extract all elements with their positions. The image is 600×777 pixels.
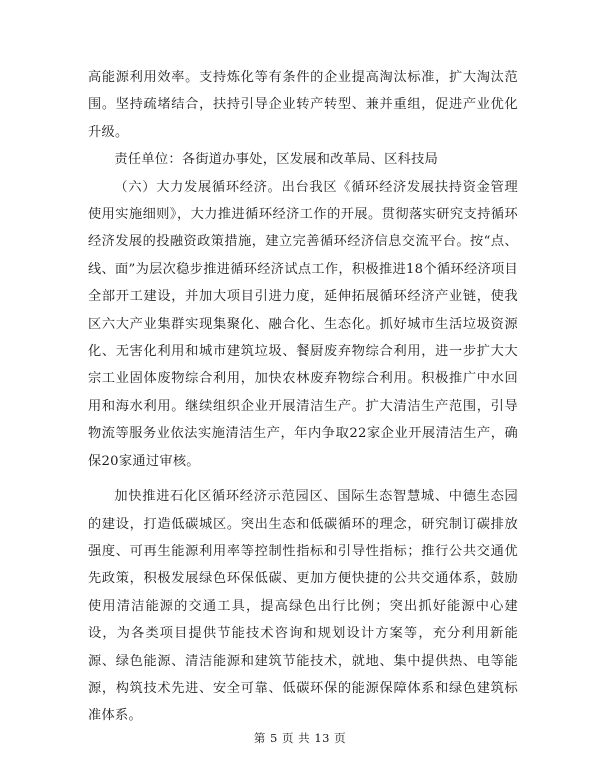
document-body [88, 64, 518, 730]
page-number-footer: 第 5 页 共 13 页 [253, 731, 347, 745]
paragraph-circular-economy: （六）大力发展循环经济。出台我区《循环经济发展扶持资金管理使用实施细则》，大力推进循环经济工作的开展。贯彻落实研究支持循环经济发展的投融资政策措施，建立完善循环经济信息交流平台。按“点、线、面”为层次稳步推进循环经济试点工作，积极推进18个循环经济项目全部开工建设，并加大项目引进力度，延伸拓展循环经济产业链，使我区六大产业集群实现集聚化、融合化、生态化。抓好城市生活垃圾资源化、无害化利用和城市建筑垃圾、餐厨废弃物综合利用，进一步扩大大宗工业固体废物综合利用，加快农林废弃物综合利用。积极推广中水回用和海水利用。继续组织企业开展清洁生产。扩大清洁生产范围，引导物流等服务业依法实施清洁生产，年内争取22家企业开展清洁生产，确保20家通过审核。 [88, 179, 518, 469]
paragraph-continuation: 高能源利用效率。支持炼化等有条件的企业提高淘汰标准，扩大淘汰范围。坚持疏堵结合，扶持引导企业转产转型、兼并重组，促进产业优化升级。 [88, 70, 518, 140]
paragraph-responsible-units: 责任单位：各街道办事处，区发展和改革局、区科技局 [114, 152, 439, 168]
paragraph-low-carbon: 加快推进石化区循环经济示范园区、国际生态智慧城、中德生态园的建设，打造低碳城区。突出生态和低碳循环的理念，研究制订碳排放强度、可再生能源利用率等控制性指标和引导性指标；推行公共交通优先政策，积极发展绿色环保低碳、更加方便快捷的公共交通体系，鼓励使用清洁能源的交通工具，提高绿色出行比例；突出抓好能源中心建设，为各类项目提供节能技术咨询和规划设计方案等，充分利用新能源、绿色能源、清洁能源和建筑节能技术，就地、集中提供热、电等能源，构筑技术先进、安全可靠、低碳环保的能源保障体系和绿色建筑标准体系。 [88, 489, 518, 724]
